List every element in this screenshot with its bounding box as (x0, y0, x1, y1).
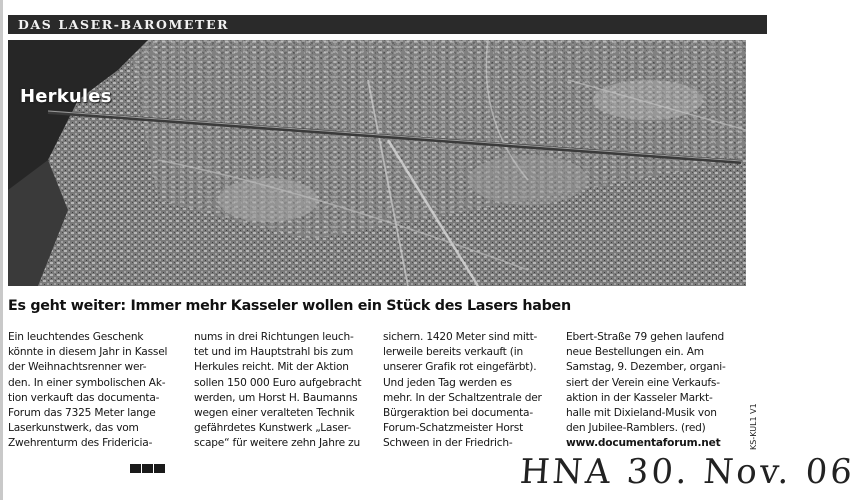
text-line: Zwehrenturm des Fridericia- (8, 437, 153, 450)
text-line: Schween in der Friedrich- (383, 437, 513, 450)
handwritten-date-note: HNA 30. Nov. 06 (518, 452, 856, 492)
text-line: Herkules reicht. Mit der Aktion (194, 361, 349, 374)
text-line: lerweile bereits verkauft (in (383, 346, 523, 359)
text-line: Bürgeraktion bei documenta- (383, 407, 533, 420)
text-line: wegen einer veralteten Technik (194, 407, 355, 420)
article-column-4 (566, 330, 744, 452)
section-title: DAS LASER-BAROMETER (18, 17, 230, 32)
text-line: mehr. In der Schaltzentrale der (383, 391, 542, 404)
text-line: unserer Grafik rot eingefärbt). (383, 361, 537, 374)
side-code: KS-KUL1 V1 (749, 403, 758, 450)
text-line: tion verkauft das documenta- (8, 391, 160, 404)
text-line: sichern. 1420 Meter sind mitt- (383, 331, 538, 343)
text-line: siert der Verein eine Verkaufs- (566, 376, 720, 389)
text-line: scape“ für weitere zehn Jahre zu (194, 437, 360, 450)
article-column-3 (383, 330, 561, 452)
section-header-bar (8, 15, 767, 34)
text-line: der Weihnachtsrenner wer- (8, 361, 147, 374)
text-line: aktion in der Kasseler Markt- (566, 391, 713, 404)
end-mark (142, 464, 153, 473)
text-line: halle mit Dixieland-Musik von (566, 407, 717, 420)
website-link[interactable]: www.documentaforum.net (566, 437, 721, 450)
text-line: Und jeden Tag werden es (383, 376, 512, 389)
text-line: könnte in diesem Jahr in Kassel (8, 346, 168, 359)
herkules-label: Herkules (20, 86, 112, 107)
text-line: Ebert-Straße 79 gehen laufend (566, 331, 724, 343)
aerial-photo-graphic (8, 40, 746, 286)
article-column-1 (8, 330, 183, 452)
text-line: Forum-Schatzmeister Horst (383, 422, 524, 435)
text-line: werden, um Horst H. Baumanns (194, 391, 358, 404)
text-line: neue Bestellungen ein. Am (566, 346, 704, 359)
text-line: den. In einer symbolischen Ak- (8, 376, 166, 389)
text-line: den Jubilee-Ramblers. (red) (566, 422, 706, 435)
text-line: tet und im Hauptstrahl bis zum (194, 346, 354, 359)
text-line: Forum das 7325 Meter lange (8, 407, 156, 420)
text-line: Samstag, 9. Dezember, organi- (566, 361, 726, 374)
text-line: gefährdetes Kunstwerk „Laser- (194, 422, 351, 435)
article-column-2 (194, 330, 372, 452)
end-mark (130, 464, 141, 473)
aerial-photo (8, 40, 746, 286)
article-headline: Es geht weiter: Immer mehr Kasseler wollen ein Stück des Lasers haben (8, 298, 571, 314)
text-line: Ein leuchtendes Geschenk (8, 331, 144, 343)
end-mark (154, 464, 165, 473)
text-line: Laserkunstwerk, das vom (8, 422, 139, 435)
end-marks (130, 458, 166, 477)
text-line: nums in drei Richtungen leuch- (194, 331, 354, 343)
text-line: sollen 150 000 Euro aufgebracht (194, 376, 362, 389)
scan-edge (0, 0, 3, 500)
